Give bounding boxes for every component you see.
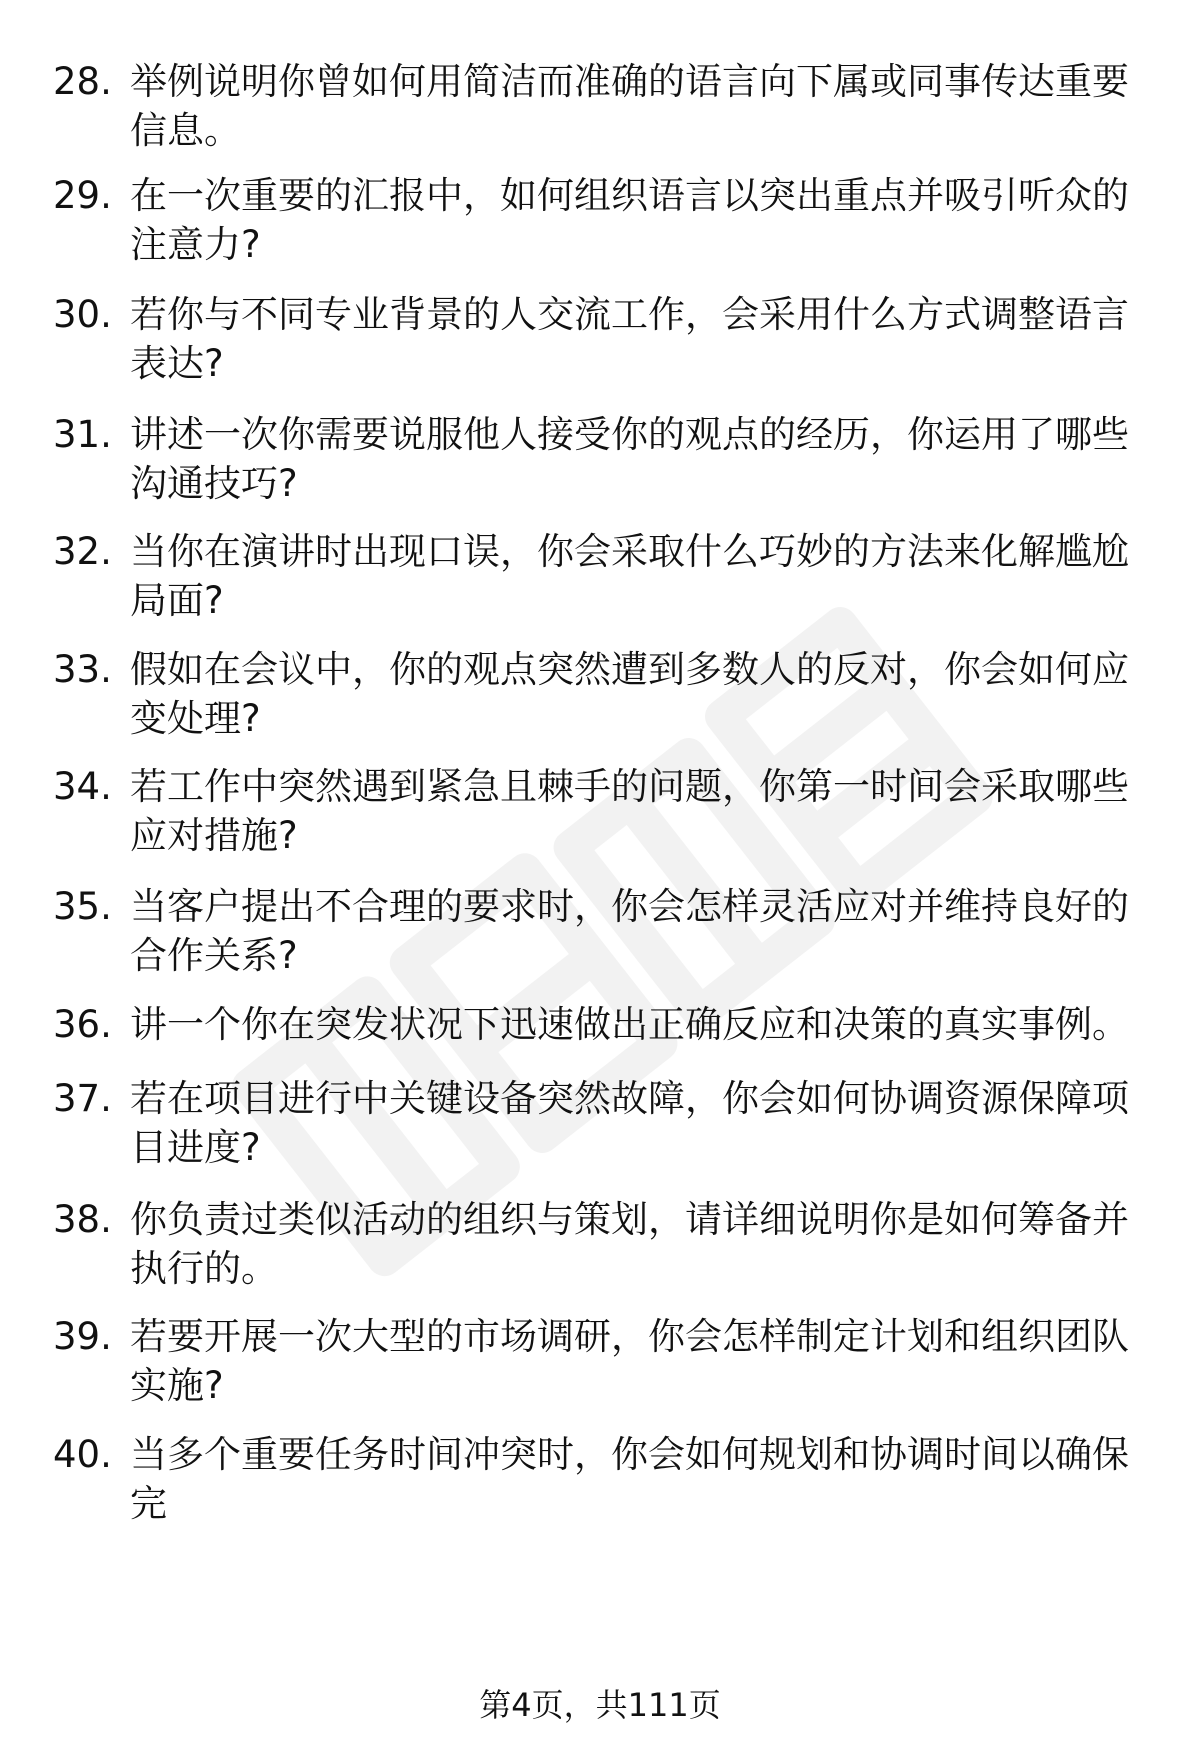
question-number: 31. (53, 413, 112, 456)
question-text: 当你在演讲时出现口误，你会采取什么巧妙的方法来化解尴尬局面? (130, 530, 1129, 622)
question-text: 当客户提出不合理的要求时，你会怎样灵活应对并维持良好的合作关系? (130, 885, 1129, 977)
question-text: 若要开展一次大型的市场调研，你会怎样制定计划和组织团队实施? (130, 1315, 1129, 1407)
question-number: 39. (53, 1315, 112, 1358)
question-number: 28. (53, 60, 112, 103)
question-number: 40. (53, 1433, 112, 1476)
question-text: 假如在会议中，你的观点突然遭到多数人的反对，你会如何应变处理? (130, 648, 1129, 740)
question-number: 36. (53, 1003, 112, 1046)
question-number: 33. (53, 648, 112, 691)
question-number: 38. (53, 1198, 112, 1241)
question-number: 30. (53, 293, 112, 336)
question-number: 34. (53, 765, 112, 808)
question-text: 在一次重要的汇报中，如何组织语言以突出重点并吸引听众的注意力? (130, 174, 1129, 266)
question-number: 35. (53, 885, 112, 928)
question-number: 32. (53, 530, 112, 573)
question-text: 你负责过类似活动的组织与策划，请详细说明你是如何筹备并执行的。 (130, 1198, 1129, 1290)
question-text: 若工作中突然遇到紧急且棘手的问题，你第一时间会采取哪些应对措施? (130, 765, 1129, 857)
page-number-footer: 第4页，共111页 (479, 1686, 721, 1724)
question-number: 29. (53, 174, 112, 217)
question-number: 37. (53, 1077, 112, 1120)
question-text: 讲一个你在突发状况下迅速做出正确反应和决策的真实事例。 (130, 1003, 1129, 1046)
question-text: 若在项目进行中关键设备突然故障，你会如何协调资源保障项目进度? (130, 1077, 1129, 1169)
question-text: 举例说明你曾如何用简洁而准确的语言向下属或同事传达重要信息。 (130, 60, 1129, 152)
question-text: 当多个重要任务时间冲突时，你会如何规划和协调时间以确保完 (130, 1433, 1129, 1525)
question-text: 若你与不同专业背景的人交流工作，会采用什么方式调整语言表达? (130, 293, 1129, 385)
question-text: 讲述一次你需要说服他人接受你的观点的经历，你运用了哪些沟通技巧? (130, 413, 1129, 505)
